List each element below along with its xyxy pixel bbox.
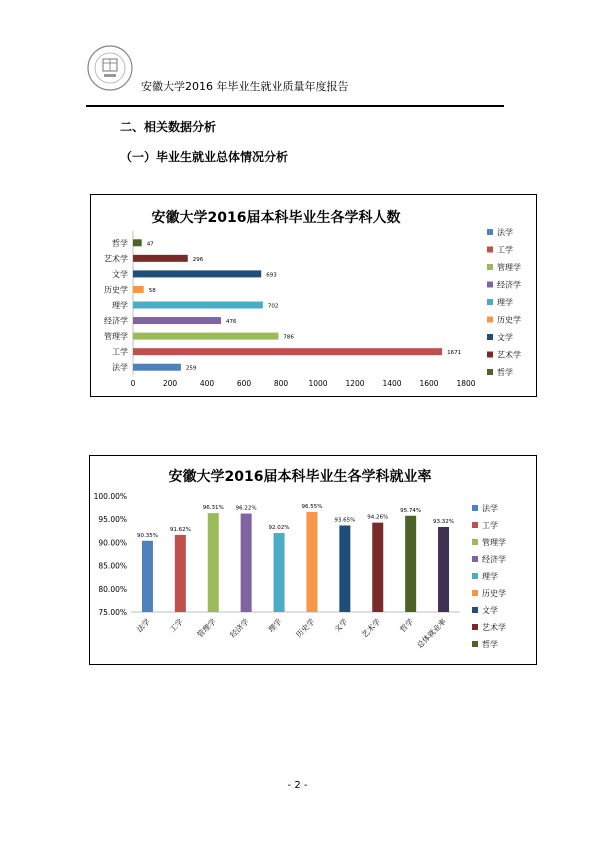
category-label: 法学 [134,617,152,635]
data-label: 47 [146,241,154,248]
legend-swatch-艺术学 [472,624,478,630]
bar-文学 [133,270,261,277]
chart-title: 安徽大学2016届本科毕业生各学科就业率 [168,469,432,485]
bar-经济学 [241,514,252,612]
category-label: 历史学 [294,617,317,640]
legend-swatch-法学 [487,229,493,235]
bar-哲学 [133,239,142,246]
university-seal-icon [86,44,134,92]
x-tick-label: 1800 [456,379,476,388]
data-label: 259 [185,365,197,372]
legend-entry: 历史学 [482,589,506,598]
bar-管理学 [133,333,278,340]
employment-rate-chart-canvas [90,456,538,666]
legend-entry: 哲学 [497,368,513,377]
data-label: 93.65% [334,517,356,524]
bar-工学 [133,348,442,355]
legend-swatch-哲学 [472,641,478,647]
legend-entry: 工学 [497,245,513,255]
y-tick-label: 75.00% [98,608,127,617]
legend-swatch-艺术学 [487,352,493,358]
report-header-title: 安徽大学2016 年毕业生就业质量年度报告 [141,80,349,93]
data-label: 94.26% [367,514,389,521]
subsection-heading: （一）毕业生就业总体情况分析 [120,150,289,164]
category-label: 工学 [112,347,128,357]
legend-swatch-文学 [487,334,493,340]
legend-entry: 理学 [482,572,498,581]
bar-历史学 [133,286,144,293]
legend-swatch-工学 [487,247,493,253]
legend-entry: 艺术学 [482,623,506,632]
headcount-chart [90,194,537,397]
legend-swatch-理学 [487,299,493,305]
x-tick-label: 400 [199,379,215,388]
chart-title: 安徽大学2016届本科毕业生各学科人数 [151,210,401,226]
category-label: 管理学 [104,332,128,342]
category-label: 理学 [112,301,128,310]
y-tick-label: 95.00% [98,515,127,525]
legend-swatch-哲学 [487,369,493,375]
headcount-chart-canvas [91,195,538,398]
bar-工学 [175,535,186,612]
x-tick-label: 1000 [308,379,328,388]
data-label: 702 [267,303,279,310]
data-label: 96.22% [235,505,257,512]
category-label: 工学 [167,617,185,635]
data-label: 476 [226,319,237,326]
x-tick-label: 1600 [419,379,439,388]
x-tick-label: 600 [236,379,252,388]
x-tick-label: 800 [273,379,289,388]
category-label: 文学 [332,617,350,635]
bar-历史学 [306,512,317,612]
bar-理学 [133,302,263,309]
category-label: 哲学 [112,238,128,248]
employment-rate-chart [89,455,537,665]
x-tick-label: 200 [162,379,178,388]
bar-管理学 [208,513,219,612]
legend-entry: 法学 [482,504,498,513]
legend-entry: 理学 [497,298,513,307]
category-label: 哲学 [398,617,416,635]
legend-entry: 法学 [497,228,513,237]
legend-entry: 文学 [497,333,513,342]
legend-entry: 艺术学 [497,350,521,360]
legend-entry: 管理学 [482,538,506,547]
bar-法学 [142,541,153,612]
data-label: 693 [266,272,277,279]
bar-总体就业率 [438,527,449,612]
legend-entry: 哲学 [482,640,498,649]
bar-经济学 [133,317,221,324]
legend-swatch-经济学 [472,556,478,562]
data-label: 1671 [447,350,462,357]
data-label: 786 [283,334,294,341]
legend-swatch-文学 [472,607,478,613]
legend-entry: 经济学 [482,555,506,564]
category-label: 管理学 [195,617,218,640]
bar-艺术学 [372,523,383,612]
legend-swatch-理学 [472,573,478,579]
data-label: 96.31% [202,505,224,512]
legend-swatch-法学 [472,505,478,511]
data-label: 90.35% [136,532,158,539]
y-tick-label: 100.00% [93,492,127,501]
category-label: 经济学 [104,316,128,326]
category-label: 理学 [266,617,284,635]
category-label: 艺术学 [104,254,128,264]
legend-entry: 历史学 [497,315,521,325]
category-label: 历史学 [104,285,128,295]
category-label: 经济学 [228,617,251,640]
y-tick-label: 80.00% [98,584,127,594]
bar-法学 [133,364,181,371]
legend-swatch-历史学 [472,590,478,596]
legend-swatch-历史学 [487,317,493,323]
bar-文学 [339,525,350,612]
category-label: 文学 [112,269,128,279]
legend-entry: 经济学 [497,280,521,290]
legend-swatch-管理学 [472,539,478,545]
legend-entry: 管理学 [497,263,521,272]
legend-swatch-工学 [472,522,478,528]
x-tick-label: 1400 [382,379,402,388]
x-tick-label: 1200 [345,379,365,388]
y-tick-label: 90.00% [98,538,127,548]
legend-swatch-经济学 [487,282,493,288]
header-divider [86,105,504,107]
data-label: 58 [148,287,156,294]
category-label: 总体就业率 [415,617,448,650]
category-label: 艺术学 [359,617,383,640]
section-heading: 二、相关数据分析 [120,120,217,134]
bar-理学 [274,533,285,612]
legend-entry: 工学 [482,521,498,530]
page-number: - 2 - [287,780,308,791]
data-label: 95.74% [400,507,422,514]
data-label: 96.55% [301,504,323,511]
x-tick-label: 0 [130,379,136,388]
legend-entry: 文学 [482,606,498,615]
data-label: 91.62% [169,526,191,533]
category-label: 法学 [112,363,128,373]
data-label: 296 [192,256,204,263]
bar-哲学 [405,516,416,612]
bar-艺术学 [133,255,188,262]
y-tick-label: 85.00% [98,561,127,571]
data-label: 92.02% [268,525,290,532]
legend-swatch-管理学 [487,264,493,270]
data-label: 93.32% [433,518,455,525]
